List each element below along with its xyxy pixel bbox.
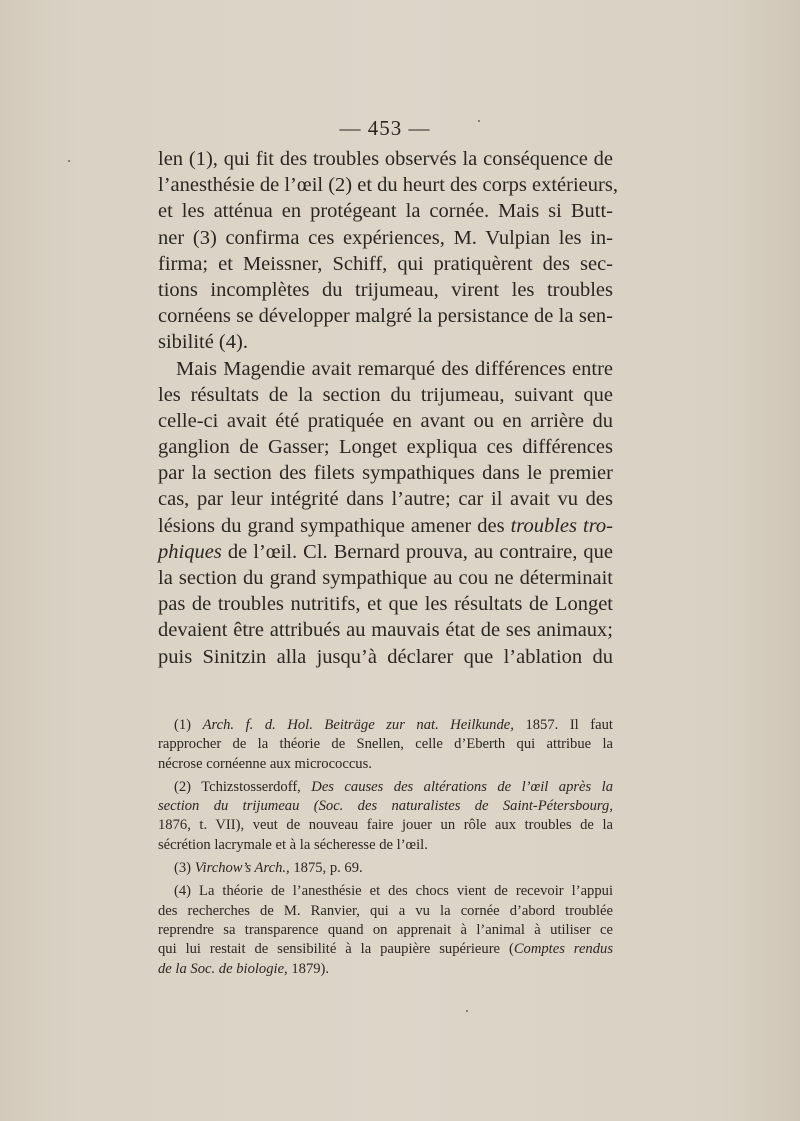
text-line: sibilité (4). bbox=[158, 331, 248, 354]
text-line: tions incomplètes du trijumeau, virent les troubles bbox=[158, 278, 613, 301]
footnote-4 bbox=[158, 882, 613, 978]
text-line bbox=[158, 513, 613, 539]
footnote-line bbox=[158, 859, 613, 878]
footnote-line bbox=[158, 960, 613, 979]
text-segment: 1875, p. 69. bbox=[293, 860, 363, 877]
text-segment: 1857. Il faut bbox=[525, 717, 613, 733]
text-line bbox=[158, 539, 613, 565]
footnote-number: (1) bbox=[174, 717, 192, 733]
footnote-number: (3) bbox=[174, 860, 192, 877]
citation-title: Virchow’s Arch., bbox=[194, 860, 290, 877]
text-segment: lésions du grand sympathique amener des bbox=[158, 514, 505, 537]
text-line: len (1), qui fit des troubles observés la conséquence de bbox=[158, 148, 613, 170]
text-line: ner (3) confirma ces expériences, M. Vulpian les in- bbox=[158, 226, 613, 249]
text-segment: (2) Tchizstosserdoff, bbox=[174, 778, 301, 795]
footnote-3 bbox=[158, 859, 613, 878]
footnote-line: reprendre sa transparence quand on apprenait à l’animal à utiliser ce bbox=[158, 921, 613, 938]
text-line: cas, par leur intégrité dans l’autre; car il avait vu des bbox=[158, 488, 613, 511]
footnote-2 bbox=[158, 778, 613, 855]
text-line: ganglion de Gasser; Longet expliqua ces différences bbox=[158, 436, 613, 459]
text-line: les résultats de la section du trijumeau, suivant que bbox=[158, 383, 613, 406]
citation-title: Arch. f. d. Hol. Beiträge zur nat. Heilkunde, bbox=[202, 717, 514, 733]
paper-speck bbox=[466, 1010, 468, 1012]
text-line: et les atténua en protégeant la cornée. Mais si Butt- bbox=[158, 200, 613, 223]
footnote-line bbox=[158, 940, 613, 959]
text-line: celle-ci avait été pratiquée en avant ou en arrière du bbox=[158, 409, 613, 432]
text-line: cornéens se développer malgré la persistance de la sen- bbox=[158, 305, 613, 328]
footnote-line bbox=[158, 778, 613, 797]
italic-term: troubles tro- bbox=[510, 514, 614, 537]
footnote-line: nécrose cornéenne aux micrococcus. bbox=[158, 755, 372, 772]
italic-term: phiques bbox=[158, 540, 222, 563]
page-number: — 453 — bbox=[339, 116, 431, 140]
paper-speck bbox=[68, 160, 70, 162]
footnote-line: des recherches de M. Ranvier, qui a vu la cornée d’abord troublée bbox=[158, 902, 613, 919]
text-line: la section du grand sympathique au cou ne déterminait bbox=[158, 567, 613, 589]
citation-title: Des causes des altérations de l’œil après la bbox=[311, 778, 613, 795]
text-line: pas de troubles nutritifs, et que les résultats de Longet bbox=[158, 593, 613, 616]
text-line: firma; et Meissner, Schiff, qui pratiquèrent des sec- bbox=[158, 252, 613, 275]
citation-title: de la Soc. de biologie, bbox=[158, 960, 288, 977]
footnote-line bbox=[158, 797, 613, 816]
text-segment: qui lui restait de sensibilité à la paupière supérieure ( bbox=[158, 941, 514, 958]
footnote-line: 1876, t. VII), veut de nouveau faire jouer un rôle aux troubles de la bbox=[158, 817, 613, 834]
text-line: l’anesthésie de l’œil (2) et du heurt des corps extérieurs, bbox=[158, 174, 618, 197]
footnote-line: (4) La théorie de l’anesthésie et des chocs vient de recevoir l’appui bbox=[174, 883, 613, 900]
text-line: Mais Magendie avait remarqué des différences entre bbox=[176, 357, 613, 380]
footnote-1 bbox=[158, 716, 613, 774]
footnote-line bbox=[158, 716, 613, 735]
text-line: par la section des filets sympathiques dans le premier bbox=[158, 462, 613, 485]
text-line: puis Sinitzin alla jusqu’à déclarer que l’ablation du bbox=[158, 645, 613, 668]
citation-title: Comptes rendus bbox=[513, 941, 613, 958]
text-segment: 1879). bbox=[291, 960, 330, 977]
paragraph-2 bbox=[158, 356, 613, 670]
text-line: devaient être attribués au mauvais état de ses animaux; bbox=[158, 619, 613, 642]
paragraph-1 bbox=[158, 146, 618, 356]
footnote-line: rapprocher de la théorie de Snellen, celle d’Eberth qui attribue la bbox=[158, 736, 613, 753]
paper-speck bbox=[478, 120, 480, 122]
citation-title: section du trijumeau (Soc. des naturalistes de Saint-Pétersbourg, bbox=[158, 798, 613, 815]
text-segment: de l’œil. Cl. Bernard prouva, au contraire, que bbox=[227, 540, 613, 563]
footnotes bbox=[158, 716, 613, 983]
footnote-line: sécrétion lacrymale et à la sécheresse de l’œil. bbox=[158, 836, 428, 853]
main-text bbox=[158, 146, 618, 670]
